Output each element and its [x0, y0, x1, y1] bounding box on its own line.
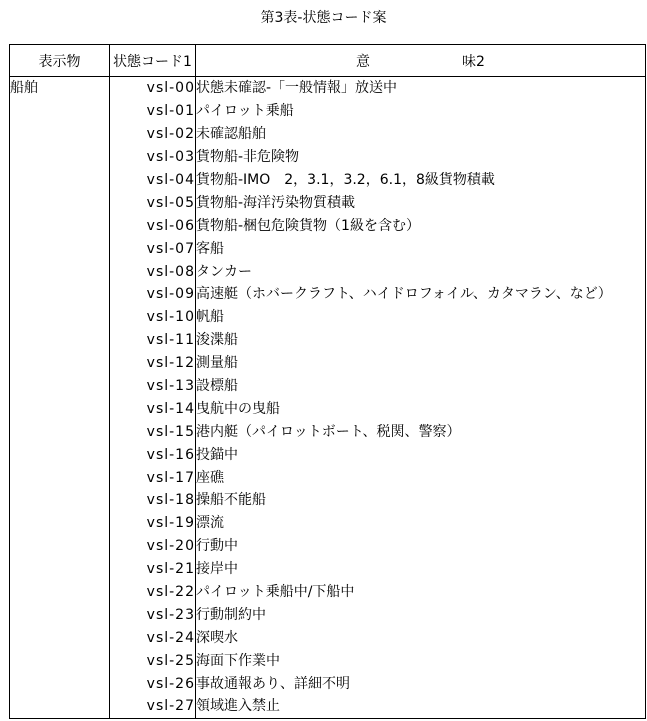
- meaning-cell: 座礁: [196, 466, 646, 489]
- status-code-cell: vsl-17: [110, 466, 196, 489]
- category-cell: [10, 169, 110, 192]
- meaning-cell: 漂流: [196, 512, 646, 535]
- meaning-cell: 貨物船-IMO 2，3.1，3.2，6.1，8級貨物積載: [196, 169, 646, 192]
- meaning-cell: 高速艇（ホバークラフト、ハイドロフォイル、カタマラン、など）: [196, 283, 646, 306]
- category-cell: [10, 466, 110, 489]
- status-code-cell: vsl-07: [110, 237, 196, 260]
- status-code-cell: vsl-22: [110, 581, 196, 604]
- category-cell: [10, 603, 110, 626]
- status-code-cell: vsl-06: [110, 214, 196, 237]
- table-row: [10, 283, 646, 306]
- category-cell: [10, 535, 110, 558]
- category-cell: [10, 123, 110, 146]
- status-code-cell: vsl-15: [110, 420, 196, 443]
- header-meaning-part1: 意: [356, 53, 371, 70]
- category-cell: [10, 558, 110, 581]
- status-code-cell: vsl-02: [110, 123, 196, 146]
- category-cell: [10, 237, 110, 260]
- status-code-cell: vsl-19: [110, 512, 196, 535]
- meaning-cell: 設標船: [196, 375, 646, 398]
- meaning-cell: 深喫水: [196, 626, 646, 649]
- table-row: [10, 352, 646, 375]
- status-code-cell: vsl-11: [110, 329, 196, 352]
- table-row: [10, 672, 646, 695]
- category-cell: [10, 191, 110, 214]
- table-row: [10, 649, 646, 672]
- status-code-cell: vsl-09: [110, 283, 196, 306]
- meaning-cell: 接岸中: [196, 558, 646, 581]
- status-code-cell: vsl-20: [110, 535, 196, 558]
- category-cell: [10, 214, 110, 237]
- status-code-cell: vsl-04: [110, 169, 196, 192]
- table-row: [10, 100, 646, 123]
- meaning-cell: 浚渫船: [196, 329, 646, 352]
- meaning-cell: 操船不能船: [196, 489, 646, 512]
- table-row: [10, 169, 646, 192]
- category-cell: [10, 672, 110, 695]
- status-code-cell: vsl-05: [110, 191, 196, 214]
- meaning-cell: 貨物船-非危険物: [196, 146, 646, 169]
- status-code-cell: vsl-00: [110, 77, 196, 100]
- status-code-cell: vsl-01: [110, 100, 196, 123]
- status-code-cell: vsl-26: [110, 672, 196, 695]
- table-row: [10, 306, 646, 329]
- status-code-cell: vsl-21: [110, 558, 196, 581]
- meaning-cell: 貨物船-海洋汚染物質積載: [196, 191, 646, 214]
- header-meaning-part2: 味2: [462, 53, 485, 70]
- table-row: [10, 191, 646, 214]
- category-cell: [10, 512, 110, 535]
- category-cell: [10, 489, 110, 512]
- status-code-cell: vsl-18: [110, 489, 196, 512]
- status-code-cell: vsl-10: [110, 306, 196, 329]
- meaning-cell: パイロット乗船: [196, 100, 646, 123]
- meaning-cell: 行動制約中: [196, 603, 646, 626]
- table-row: [10, 489, 646, 512]
- table-row: [10, 558, 646, 581]
- table-row: [10, 397, 646, 420]
- table-row: [10, 146, 646, 169]
- status-code-cell: vsl-03: [110, 146, 196, 169]
- table-row: [10, 420, 646, 443]
- status-code-cell: vsl-25: [110, 649, 196, 672]
- header-status-code: 状態コード1: [110, 45, 196, 77]
- table-row: [10, 237, 646, 260]
- table-row: [10, 535, 646, 558]
- page-title: 第3表-状態コード案: [260, 10, 387, 26]
- table-row: [10, 123, 646, 146]
- meaning-cell: 海面下作業中: [196, 649, 646, 672]
- category-cell: [10, 626, 110, 649]
- table-row: [10, 77, 646, 100]
- category-cell: [10, 306, 110, 329]
- category-cell: [10, 397, 110, 420]
- status-code-cell: vsl-16: [110, 443, 196, 466]
- meaning-cell: 領域進入禁止: [196, 695, 646, 718]
- table-row: [10, 466, 646, 489]
- table-row: [10, 512, 646, 535]
- table-row: [10, 695, 646, 718]
- category-cell: [10, 146, 110, 169]
- category-cell: [10, 443, 110, 466]
- table-row: [10, 603, 646, 626]
- table-row: [10, 329, 646, 352]
- table-row: [10, 443, 646, 466]
- category-cell: [10, 352, 110, 375]
- meaning-cell: 港内艇（パイロットボート、税関、警察）: [196, 420, 646, 443]
- category-cell: [10, 100, 110, 123]
- status-code-cell: vsl-24: [110, 626, 196, 649]
- status-code-cell: vsl-23: [110, 603, 196, 626]
- meaning-cell: タンカー: [196, 260, 646, 283]
- meaning-cell: パイロット乗船中/下船中: [196, 581, 646, 604]
- category-cell: [10, 329, 110, 352]
- category-cell: [10, 260, 110, 283]
- meaning-cell: 帆船: [196, 306, 646, 329]
- meaning-cell: 測量船: [196, 352, 646, 375]
- category-cell: [10, 695, 110, 718]
- table-row: [10, 581, 646, 604]
- category-cell: [10, 649, 110, 672]
- category-cell: [10, 375, 110, 398]
- category-cell: 船舶: [10, 77, 110, 100]
- table-row: [10, 214, 646, 237]
- meaning-cell: 貨物船-梱包危険貨物（1級を含む）: [196, 214, 646, 237]
- category-cell: [10, 283, 110, 306]
- table-row: [10, 260, 646, 283]
- meaning-cell: 投錨中: [196, 443, 646, 466]
- header-meaning: [196, 45, 646, 77]
- meaning-cell: 行動中: [196, 535, 646, 558]
- status-code-cell: vsl-27: [110, 695, 196, 718]
- header-display-object: 表示物: [10, 45, 110, 77]
- status-code-cell: vsl-08: [110, 260, 196, 283]
- category-cell: [10, 420, 110, 443]
- table-row: [10, 375, 646, 398]
- meaning-cell: 未確認船舶: [196, 123, 646, 146]
- meaning-cell: 曳航中の曳船: [196, 397, 646, 420]
- header-row: [10, 45, 646, 77]
- meaning-cell: 客船: [196, 237, 646, 260]
- table-row: [10, 626, 646, 649]
- status-code-cell: vsl-12: [110, 352, 196, 375]
- meaning-cell: 状態未確認-「一般情報」放送中: [196, 77, 646, 100]
- category-cell: [10, 581, 110, 604]
- status-code-cell: vsl-13: [110, 375, 196, 398]
- status-code-table: [9, 44, 646, 719]
- status-code-cell: vsl-14: [110, 397, 196, 420]
- meaning-cell: 事故通報あり、詳細不明: [196, 672, 646, 695]
